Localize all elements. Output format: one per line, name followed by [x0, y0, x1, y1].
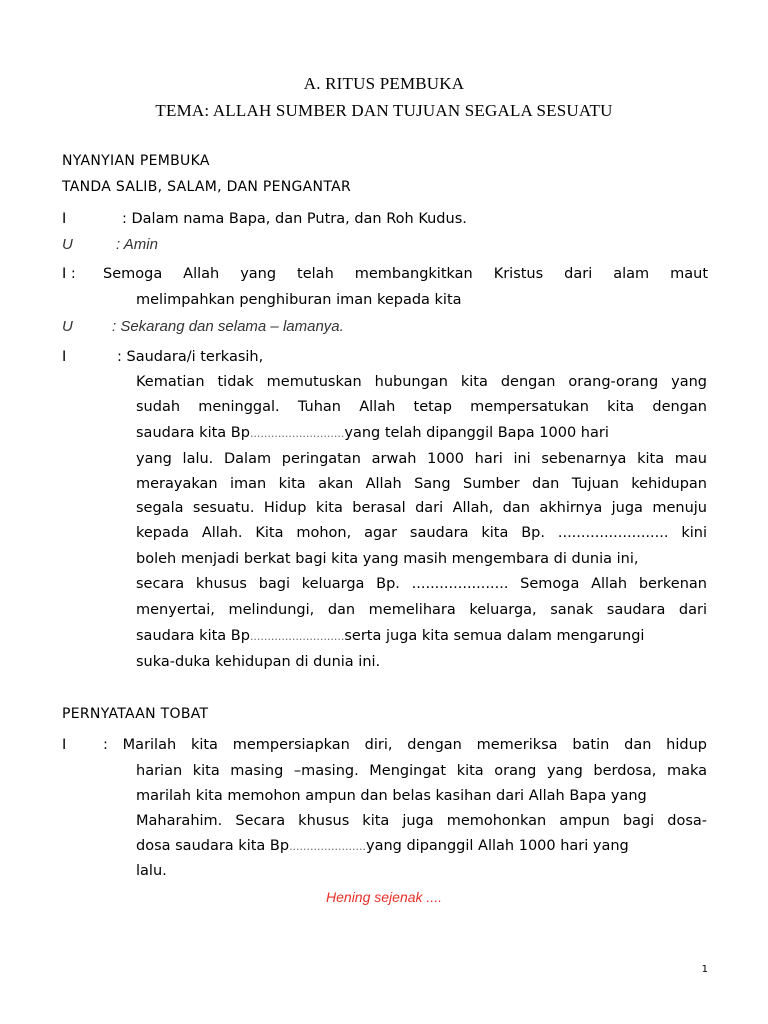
section-penitence: PERNYATAAN TOBAT	[62, 706, 209, 722]
intro-line: secara khusus bagi keluarga Bp. ..................... Semoga Allah berkenan	[136, 576, 707, 592]
speaker-label: I :	[62, 266, 76, 282]
speaker-label: I	[62, 737, 67, 753]
speaker-label: U	[62, 236, 73, 253]
theme-title: TEMA: ALLAH SUMBER DAN TUJUAN SEGALA SESUATU	[155, 101, 613, 120]
intro-line: merayakan iman kita akan Allah Sang Sumber dan Tujuan kehidupan	[136, 476, 707, 492]
intro-line: kepada Allah. Kita mohon, agar saudara kita Bp. ........................ kini	[136, 525, 707, 541]
intro-line: menyertai, melindungi, dan memelihara keluarga, sanak saudara dari	[136, 602, 707, 618]
intro-line: saudara kita Bp...........................serta juga kita semua dalam mengarungi	[136, 628, 645, 644]
intro-line: sudah meninggal. Tuhan Allah tetap mempersatukan kita dengan	[136, 399, 707, 415]
section-sign-of-cross: TANDA SALIB, SALAM, DAN PENGANTAR	[62, 179, 351, 195]
intro-line: saudara kita Bp...........................yang telah dipanggil Bapa 1000 hari	[136, 425, 609, 441]
people-response: : Sekarang dan selama – lamanya.	[112, 318, 344, 335]
silence-rubric: Hening sejenak ....	[326, 889, 442, 905]
penitence-line: Maharahim. Secara khusus kita juga memohonkan ampun bagi dosa-	[136, 813, 707, 829]
intro-line: yang lalu. Dalam peringatan arwah 1000 hari ini sebenarnya kita mau	[136, 451, 707, 467]
page-number: 1	[701, 964, 708, 975]
penitence-line: marilah kita memohon ampun dan belas kasihan dari Allah Bapa yang	[136, 788, 647, 804]
intro-line: boleh menjadi berkat bagi kita yang masih mengembara di dunia ini,	[136, 551, 639, 567]
intro-line: segala sesuatu. Hidup kita berasal dari Allah, dan akhirnya juga menuju	[136, 500, 707, 516]
priest-line: : Saudara/i terkasih,	[117, 349, 264, 365]
speaker-label: I	[62, 211, 67, 227]
speaker-label: U	[62, 318, 73, 335]
people-response: : Amin	[116, 236, 158, 253]
priest-line: Semoga Allah yang telah membangkitkan Kristus dari alam maut	[103, 266, 708, 282]
intro-line: Kematian tidak memutuskan hubungan kita dengan orang-orang yang	[136, 374, 707, 390]
penitence-line: dosa saudara kita Bp......................yang dipanggil Allah 1000 hari yang	[136, 838, 629, 854]
penitence-line: lalu.	[136, 863, 167, 879]
page-title: A. RITUS PEMBUKA	[303, 74, 465, 93]
priest-line: : Marilah kita mempersiapkan diri, dengan memeriksa batin dan hidup	[103, 737, 707, 753]
priest-line: melimpahkan penghiburan iman kepada kita	[136, 292, 462, 308]
priest-line: : Dalam nama Bapa, dan Putra, dan Roh Kudus.	[122, 211, 467, 227]
section-opening-song: NYANYIAN PEMBUKA	[62, 153, 210, 169]
intro-line: suka-duka kehidupan di dunia ini.	[136, 654, 381, 670]
speaker-label: I	[62, 349, 67, 365]
penitence-line: harian kita masing –masing. Mengingat kita orang yang berdosa, maka	[136, 763, 707, 779]
